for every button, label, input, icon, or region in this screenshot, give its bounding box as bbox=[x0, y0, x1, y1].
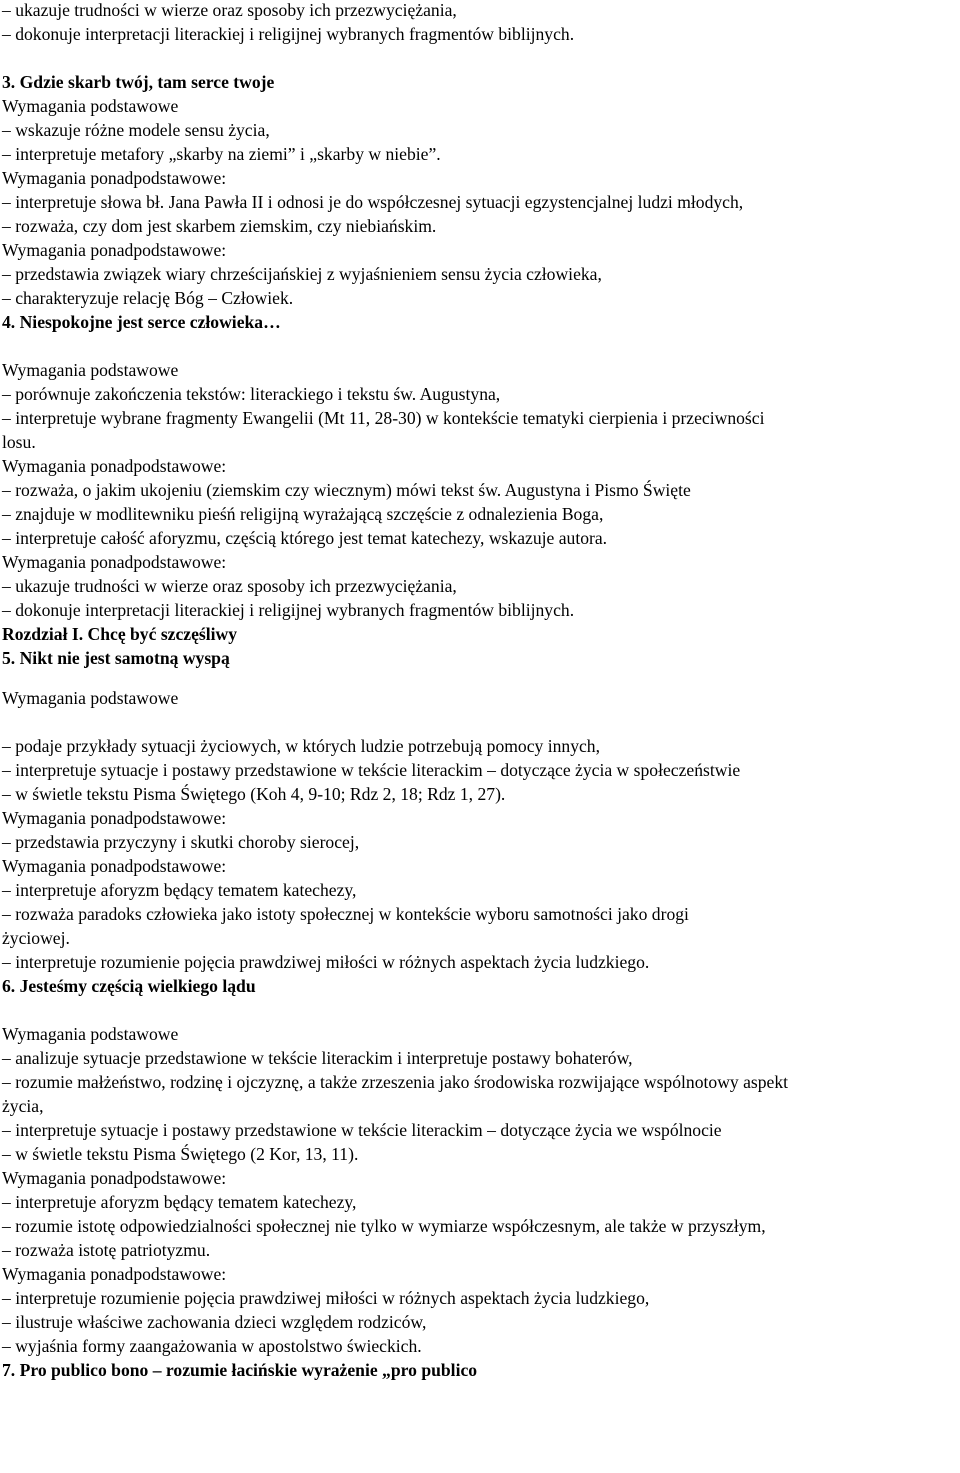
requirements-label: Wymagania ponadpodstawowe: bbox=[2, 1264, 227, 1284]
bullet-item: – ilustruje właściwe zachowania dzieci względem rodziców, bbox=[2, 1312, 427, 1332]
bullet-item: – rozważa paradoks człowieka jako istoty społecznej w kontekście wyboru samotności jako drogi bbox=[2, 904, 689, 924]
text-line: życia, bbox=[2, 1096, 44, 1116]
bullet-item: – rozumie istotę odpowiedzialności społecznej nie tylko w wymiarze współczesnym, ale także w przyszłym, bbox=[2, 1216, 766, 1236]
requirements-label: Wymagania podstawowe bbox=[2, 360, 179, 380]
bullet-item: – przedstawia związek wiary chrześcijańskiej z wyjaśnieniem sensu życia człowieka, bbox=[2, 264, 602, 284]
bullet-item: – dokonuje interpretacji literackiej i religijnej wybranych fragmentów biblijnych. bbox=[2, 24, 575, 44]
bullet-item: – interpretuje sytuacje i postawy przedstawione w tekście literackim – dotyczące życia w społeczeństwie bbox=[2, 760, 741, 780]
bullet-item: – znajduje w modlitewniku pieśń religijną wyrażającą szczęście z odnalezienia Boga, bbox=[2, 504, 604, 524]
bullet-item: – interpretuje wybrane fragmenty Ewangelii (Mt 11, 28-30) w kontekście tematyki cierpienia i przeciwności bbox=[2, 408, 765, 428]
bullet-item: – wskazuje różne modele sensu życia, bbox=[2, 120, 270, 140]
bullet-item: – w świetle tekstu Pisma Świętego (Koh 4, 9-10; Rdz 2, 18; Rdz 1, 27). bbox=[2, 784, 506, 804]
requirements-label: Wymagania ponadpodstawowe: bbox=[2, 456, 227, 476]
requirements-label: Wymagania ponadpodstawowe: bbox=[2, 552, 227, 572]
text-line: życiowej. bbox=[2, 928, 70, 948]
bullet-item: – porównuje zakończenia tekstów: literackiego i tekstu św. Augustyna, bbox=[2, 384, 501, 404]
bullet-item: – ukazuje trudności w wierze oraz sposoby ich przezwyciężania, bbox=[2, 576, 457, 596]
section-heading: 4. Niespokojne jest serce człowieka… bbox=[2, 312, 281, 332]
bullet-item: – rozważa, o jakim ukojeniu (ziemskim czy wiecznym) mówi tekst św. Augustyna i Pismo Święte bbox=[2, 480, 691, 500]
bullet-item: – interpretuje aforyzm będący tematem katechezy, bbox=[2, 1192, 357, 1212]
requirements-label: Wymagania podstawowe bbox=[2, 1024, 179, 1044]
requirements-label: Wymagania ponadpodstawowe: bbox=[2, 168, 227, 188]
bullet-item: – interpretuje metafory „skarby na ziemi” i „skarby w niebie”. bbox=[2, 144, 441, 164]
bullet-item: – interpretuje sytuacje i postawy przedstawione w tekście literackim – dotyczące życia we wspólnocie bbox=[2, 1120, 722, 1140]
bullet-item: – rozważa, czy dom jest skarbem ziemskim, czy niebiańskim. bbox=[2, 216, 437, 236]
bullet-item: – interpretuje rozumienie pojęcia prawdziwej miłości w różnych aspektach życia ludzkiego. bbox=[2, 952, 650, 972]
bullet-item: – wyjaśnia formy zaangażowania w apostolstwo świeckich. bbox=[2, 1336, 422, 1356]
section-heading: 6. Jesteśmy częścią wielkiego lądu bbox=[2, 976, 256, 996]
bullet-item: – w świetle tekstu Pisma Świętego (2 Kor, 13, 11). bbox=[2, 1144, 359, 1164]
section-heading: 5. Nikt nie jest samotną wyspą bbox=[2, 648, 230, 668]
requirements-label: Wymagania ponadpodstawowe: bbox=[2, 240, 227, 260]
bullet-item: – rozważa istotę patriotyzmu. bbox=[2, 1240, 211, 1260]
requirements-label: Wymagania ponadpodstawowe: bbox=[2, 808, 227, 828]
requirements-label: Wymagania ponadpodstawowe: bbox=[2, 1168, 227, 1188]
bullet-item: – interpretuje całość aforyzmu, częścią którego jest temat katechezy, wskazuje autora. bbox=[2, 528, 608, 548]
bullet-item: – analizuje sytuacje przedstawione w tekście literackim i interpretuje postawy bohaterów, bbox=[2, 1048, 633, 1068]
bullet-item: – charakteryzuje relację Bóg – Człowiek. bbox=[2, 288, 294, 308]
section-heading: 7. Pro publico bono – rozumie łacińskie wyrażenie „pro publico bbox=[2, 1360, 478, 1380]
bullet-item: – interpretuje aforyzm będący tematem katechezy, bbox=[2, 880, 357, 900]
bullet-item: – podaje przykłady sytuacji życiowych, w których ludzie potrzebują pomocy innych, bbox=[2, 736, 601, 756]
requirements-label: Wymagania podstawowe bbox=[2, 96, 179, 116]
requirements-label: Wymagania podstawowe bbox=[2, 688, 179, 708]
requirements-label: Wymagania ponadpodstawowe: bbox=[2, 856, 227, 876]
bullet-item: – ukazuje trudności w wierze oraz sposoby ich przezwyciężania, bbox=[2, 0, 457, 20]
bullet-item: – przedstawia przyczyny i skutki choroby sierocej, bbox=[2, 832, 360, 852]
bullet-item: – interpretuje słowa bł. Jana Pawła II i odnosi je do współczesnej sytuacji egzystencjalnej ludzi młodych, bbox=[2, 192, 744, 212]
section-heading: 3. Gdzie skarb twój, tam serce twoje bbox=[2, 72, 275, 92]
text-line: losu. bbox=[2, 432, 36, 452]
section-heading: Rozdział I. Chcę być szczęśliwy bbox=[2, 624, 238, 644]
bullet-item: – rozumie małżeństwo, rodzinę i ojczyznę, a także zrzeszenia jako środowiska rozwijające wspólnotowy aspekt bbox=[2, 1072, 789, 1092]
bullet-item: – dokonuje interpretacji literackiej i religijnej wybranych fragmentów biblijnych. bbox=[2, 600, 575, 620]
bullet-item: – interpretuje rozumienie pojęcia prawdziwej miłości w różnych aspektach życia ludzkiego, bbox=[2, 1288, 650, 1308]
